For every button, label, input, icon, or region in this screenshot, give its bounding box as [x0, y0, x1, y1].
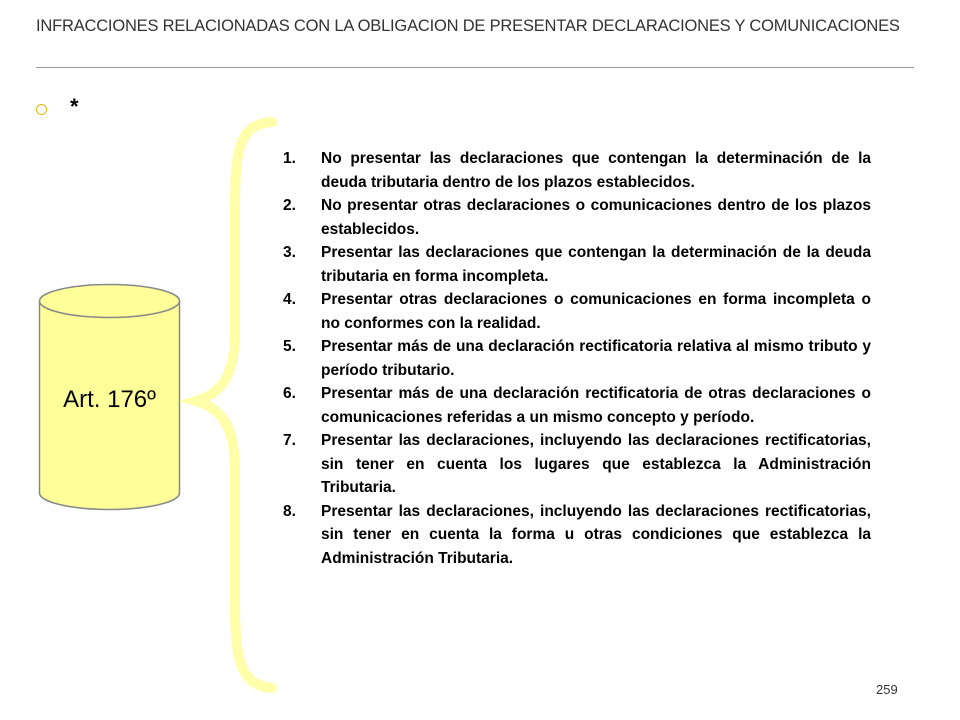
list-item-text: Presentar más de una declaración rectificatoria relativa al mismo tributo y período tributario.: [321, 338, 871, 379]
list-item-text: No presentar las declaraciones que contengan la determinación de la deuda tributaria dentro de los plazos establecidos.: [321, 150, 871, 191]
list-item-text: Presentar las declaraciones, incluyendo las declaraciones rectificatorias, sin tener en cuenta los lugares que establezca la Administración Tributaria.: [321, 432, 871, 496]
list-item-number: 1.: [283, 150, 296, 167]
curly-brace-shape: [180, 112, 280, 696]
list-item-text: Presentar otras declaraciones o comunicaciones en forma incompleta o no conformes con la realidad.: [321, 291, 871, 332]
list-item-number: 7.: [283, 432, 296, 449]
list-item-number: 8.: [283, 502, 296, 520]
list-item-number: 5.: [283, 338, 296, 355]
list-item-text: Presentar las declaraciones, incluyendo las declaraciones rectificatorias, sin tener en cuenta la forma u otras condiciones que establezca la Administración Tributaria.: [321, 502, 871, 567]
list-item: [283, 335, 871, 382]
bullet-text: *: [70, 94, 79, 119]
page-title: INFRACCIONES RELACIONADAS CON LA OBLIGACION DE PRESENTAR DECLARACIONES Y COMUNICACIONES: [36, 17, 900, 35]
list-item-number: 6.: [283, 385, 296, 402]
list-item-text: Presentar más de una declaración rectificatoria de otras declaraciones o comunicaciones referidas a un mismo concepto y período.: [321, 385, 871, 426]
list-item-text: No presentar otras declaraciones o comunicaciones dentro de los plazos establecidos.: [321, 197, 871, 238]
list-item-number: 3.: [283, 244, 296, 261]
list-item: [283, 194, 871, 241]
list-item: [283, 500, 871, 571]
article-label: Art. 176º: [63, 386, 156, 413]
bullet-circle-icon: [36, 104, 47, 115]
list-item-text: Presentar las declaraciones que contengan la determinación de la deuda tributaria en forma incompleta.: [321, 244, 871, 285]
list-item-number: 4.: [283, 291, 296, 308]
list-item: [283, 382, 871, 429]
list-item-number: 2.: [283, 197, 296, 214]
list-item: [283, 147, 871, 194]
list-item: [283, 241, 871, 288]
list-item: [283, 429, 871, 500]
page-number: 259: [876, 682, 898, 697]
infractions-list: [283, 147, 871, 570]
list-item: [283, 288, 871, 335]
cylinder-top: [40, 285, 180, 318]
title-divider: [36, 67, 914, 68]
